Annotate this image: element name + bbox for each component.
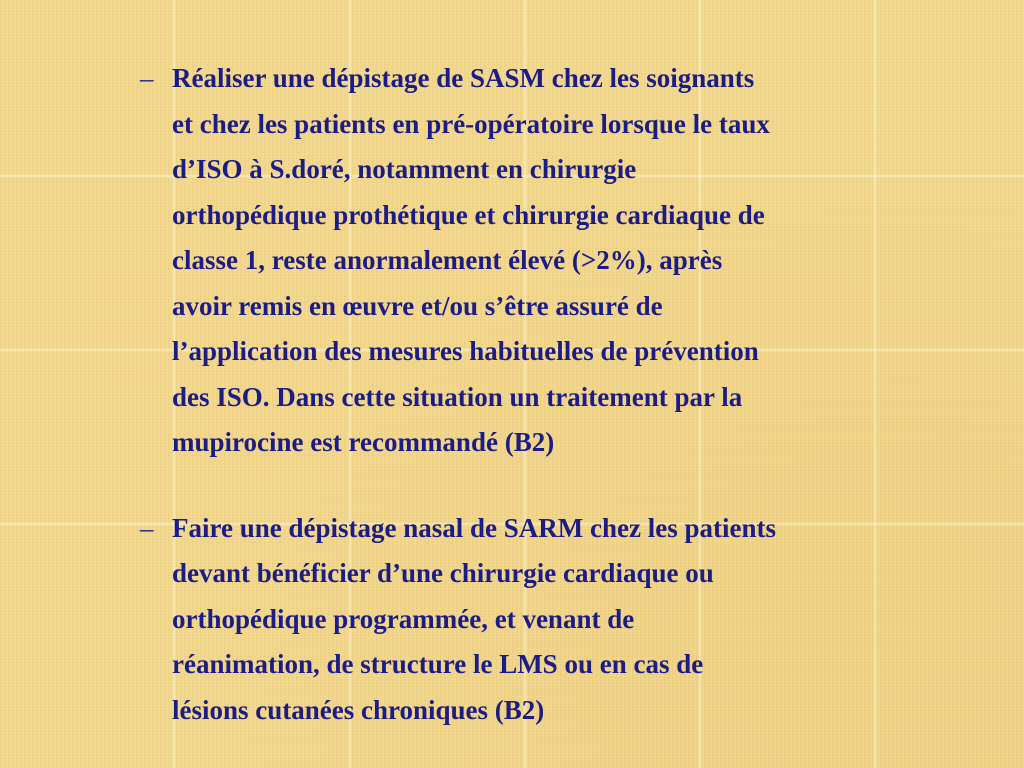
bullet-dash: –: [140, 512, 154, 543]
bullet-line: Réaliser une dépistage de SASM chez les soignants: [172, 63, 755, 93]
bullet-line: classe 1, reste anormalement élevé (>2%), après: [172, 245, 723, 275]
bullet-line: réanimation, de structure le LMS ou en cas de: [172, 649, 704, 679]
bullet-line: Faire une dépistage nasal de SARM chez les patients: [172, 512, 776, 543]
bullet-line: des ISO. Dans cette situation un traitement par la: [172, 381, 743, 412]
bullet-item-sasm-screening: [140, 56, 940, 466]
bullet-list: [140, 56, 940, 733]
bullet-line: devant bénéficier d’une chirurgie cardiaque ou: [172, 558, 714, 588]
bullet-line: et chez les patients en pré-opératoire lorsque le taux: [172, 108, 770, 139]
bullet-line: mupirocine est recommandé (B2): [172, 427, 555, 457]
bullet-line: lésions cutanées chroniques (B2): [172, 694, 545, 725]
bullet-dash: –: [140, 63, 154, 93]
bullet-line: d’ISO à S.doré, notamment en chirurgie: [172, 154, 637, 184]
bullet-line: orthopédique programmée, et venant de: [172, 603, 635, 634]
bullet-line: avoir remis en œuvre et/ou s’être assuré de: [172, 290, 663, 321]
bullet-item-sarm-screening: [140, 506, 940, 734]
bullet-line: l’application des mesures habituelles de prévention: [172, 336, 759, 366]
bullet-line: orthopédique prothétique et chirurgie cardiaque de: [172, 199, 765, 230]
